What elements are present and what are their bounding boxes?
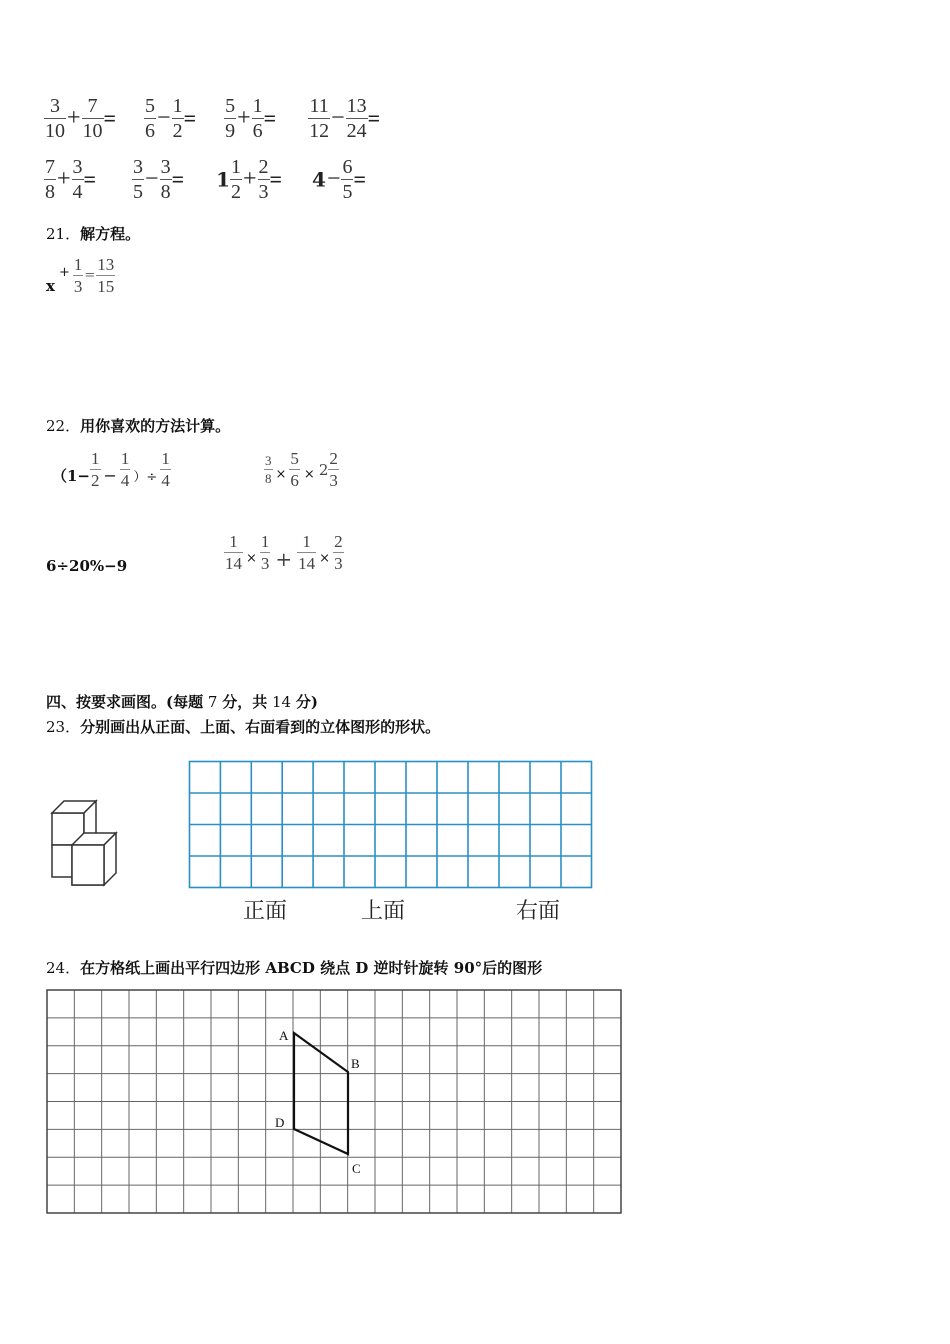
expr-6: $\frac{3}{5}$ − $\frac{3}{8}$ = (133, 156, 185, 203)
label-top: 上面 (361, 899, 406, 924)
label-front: 正面 (243, 899, 288, 924)
expr-4: $\frac{11}{12}$ − $\frac{13}{24}$ = (309, 95, 381, 142)
q22-expr-3: 6÷20%−9 (46, 557, 128, 575)
expr-5: $\frac{7}{8}$ + $\frac{3}{4}$ = (45, 156, 97, 203)
q24-title: 24．在方格纸上画出平行四边形 ABCD 绕点 D 逆时针旋转 90°后的图形 (46, 959, 543, 977)
q21-title: 21．解方程。 (46, 225, 141, 243)
point-a-label: A (279, 1028, 289, 1043)
q22-expr-4: $\frac{1}{14}$ × $\frac{1}{3}$ + $\frac{1}{14}$ × $\frac{2}{3}$ (225, 532, 343, 573)
fraction-row-2 (44, 157, 366, 202)
expr-2: $\frac{5}{6}$ − $\frac{1}{2}$ = (145, 95, 197, 142)
expr-8: 4− $\frac{6}{5}$ = (312, 156, 367, 203)
q24-grid (46, 988, 624, 1216)
q22-expr-2: $\frac{3}{8}$ × $\frac{5}{6}$ × 2 $\frac{2}{3}$ (265, 449, 338, 490)
q21-equation: x + $\frac{1}{3}$ = $\frac{13}{15}$ (46, 255, 115, 296)
parallelogram-abcd (294, 1033, 348, 1154)
expr-1: $\frac{3}{10}$ + $\frac{7}{10}$ = (45, 95, 117, 142)
section-4-title: 四、按要求画图。(每题 7 分，共 14 分) (46, 693, 318, 711)
q23-grid (188, 760, 594, 890)
point-b-label: B (351, 1056, 360, 1071)
cube-stack-figure (44, 795, 134, 890)
point-c-label: C (352, 1161, 361, 1176)
q22-expr-1: （1− $\frac{1}{2}$ − $\frac{1}{4}$ ）÷ $\frac{1}{4}$ (52, 449, 170, 490)
expr-7: 1 $\frac{1}{2}$ + $\frac{2}{3}$ = (216, 156, 283, 203)
fraction-row-1 (44, 96, 380, 141)
point-d-label: D (275, 1115, 285, 1130)
expr-3: $\frac{5}{9}$ + $\frac{1}{6}$ = (225, 95, 277, 142)
q23-title: 23．分别画出从正面、上面、右面看到的立体图形的形状。 (46, 718, 441, 736)
label-right: 右面 (516, 899, 561, 924)
q22-title: 22．用你喜欢的方法计算。 (46, 417, 231, 435)
